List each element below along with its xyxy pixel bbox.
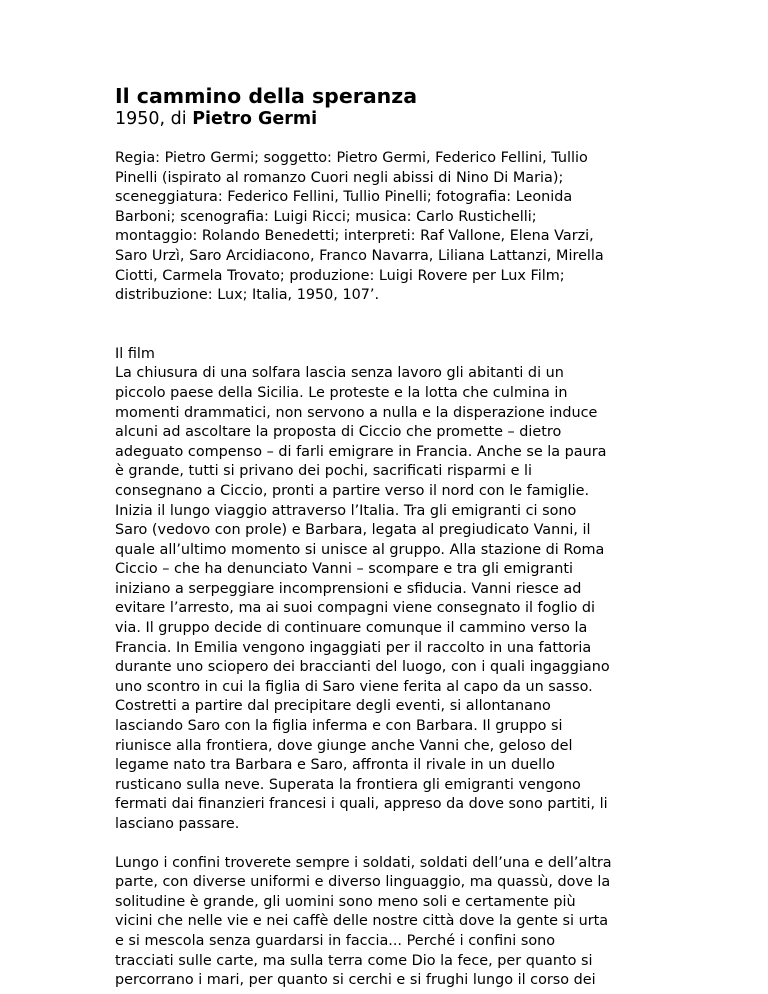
section-label: Il film xyxy=(115,345,155,362)
credits-line: sceneggiatura: Federico Fellini, Tullio Pinelli; fotografia: Leonida xyxy=(115,189,573,206)
synopsis-line: via. Il gruppo decide di continuare comunque il cammino verso la xyxy=(115,620,588,637)
credits-line: Pinelli (ispirato al romanzo Cuori negli abissi di Nino Di Maria); xyxy=(115,169,564,186)
synopsis-line: adeguato compenso – di farli emigrare in Francia. Anche se la paura xyxy=(115,443,607,460)
quote-line: vicini che nelle vie e nei caffè delle nostre città dove la gente si urta xyxy=(115,913,609,930)
synopsis-line: iniziano a serpeggiare incomprensioni e sfiducia. Vanni riesce ad xyxy=(115,580,582,597)
synopsis-line: lasciano passare. xyxy=(115,816,240,832)
synopsis-line: alcuni ad ascoltare la proposta di Ciccio che promette – dietro xyxy=(115,424,562,441)
synopsis-line: riunisce alla frontiera, dove giunge anche Vanni che, geloso del xyxy=(115,737,573,754)
synopsis-line: Francia. In Emilia vengono ingaggiati per il raccolto in una fattoria xyxy=(115,639,592,656)
synopsis-line: durante uno sciopero dei braccianti del luogo, con i quali ingaggiano xyxy=(115,659,610,676)
credits-line: Barboni; scenografia: Luigi Ricci; musica: Carlo Rustichelli; xyxy=(115,208,537,225)
credits-line: montaggio: Rolando Benedetti; interpreti: Raf Vallone, Elena Varzi, xyxy=(115,228,594,245)
synopsis-line: fermati dai finanzieri francesi i quali, appreso da dove sono partiti, li xyxy=(115,796,608,813)
quote-line: solitudine è grande, gli uomini sono meno soli e certamente più xyxy=(115,893,576,910)
quote-line: percorrano i mari, per quanto si cerchi e si frughi lungo il corso dei xyxy=(115,972,596,989)
synopsis-line: quale all’ultimo momento si unisce al gruppo. Alla stazione di Roma xyxy=(115,541,605,558)
credits-line: distribuzione: Lux; Italia, 1950, 107’. xyxy=(115,287,380,304)
synopsis-line: è grande, tutti si privano dei pochi, sacrificati risparmi e li xyxy=(115,463,533,480)
synopsis-line: legame nato tra Barbara e Saro, affronta il rivale in un duello xyxy=(115,757,555,774)
synopsis-line: uno scontro in cui la figlia di Saro viene ferita al capo da un sasso. xyxy=(115,678,593,695)
synopsis-line: piccolo paese della Sicilia. Le proteste e la lotta che culmina in xyxy=(115,384,568,401)
quote-line: e si mescola senza guardarsi in faccia... Perché i confini sono xyxy=(115,932,556,949)
quote-line: parte, con diverse uniformi e diverso linguaggio, ma quassù, dove la xyxy=(115,874,611,891)
credits-line: Regia: Pietro Germi; soggetto: Pietro Germi, Federico Fellini, Tullio xyxy=(115,150,588,166)
synopsis-line: evitare l’arresto, ma ai suoi compagni viene consegnato il foglio di xyxy=(115,600,596,617)
synopsis-line: rusticano sulla neve. Superata la frontiera gli emigranti vengono xyxy=(115,776,581,793)
document-subtitle xyxy=(115,108,675,130)
subtitle-director: Pietro Germi xyxy=(192,109,318,129)
synopsis-line: Inizia il lungo viaggio attraverso l’Italia. Tra gli emigranti ci sono xyxy=(115,502,577,519)
quote-paragraph xyxy=(115,854,675,991)
synopsis-line: Saro (vedovo con prole) e Barbara, legata al pregiudicato Vanni, il xyxy=(115,522,591,539)
synopsis-line: La chiusura di una solfara lascia senza lavoro gli abitanti di un xyxy=(115,365,564,382)
synopsis-paragraph xyxy=(115,364,675,834)
synopsis-line: Costretti a partire dal precipitare degli eventi, si allontanano xyxy=(115,698,551,715)
credits-paragraph xyxy=(115,149,675,306)
document-page xyxy=(115,84,675,991)
credits-line: Saro Urzì, Saro Arcidiacono, Franco Navarra, Liliana Lattanzi, Mirella xyxy=(115,247,604,264)
synopsis-line: momenti drammatici, non servono a nulla e la disperazione induce xyxy=(115,404,598,421)
synopsis-line: consegnano a Ciccio, pronti a partire verso il nord con le famiglie. xyxy=(115,482,590,499)
quote-line: Lungo i confini troverete sempre i soldati, soldati dell’una e dell’altra xyxy=(115,854,612,871)
subtitle-year: 1950, di xyxy=(115,109,193,129)
synopsis-line: lasciando Saro con la figlia inferma e con Barbara. Il gruppo si xyxy=(115,718,563,735)
document-title: Il cammino della speranza xyxy=(115,84,418,108)
credits-line: Ciotti, Carmela Trovato; produzione: Luigi Rovere per Lux Film; xyxy=(115,267,565,284)
synopsis-line: Ciccio – che ha denunciato Vanni – scompare e tra gli emigranti xyxy=(115,561,574,578)
quote-line: tracciati sulle carte, ma sulla terra come Dio la fece, per quanto si xyxy=(115,952,593,969)
